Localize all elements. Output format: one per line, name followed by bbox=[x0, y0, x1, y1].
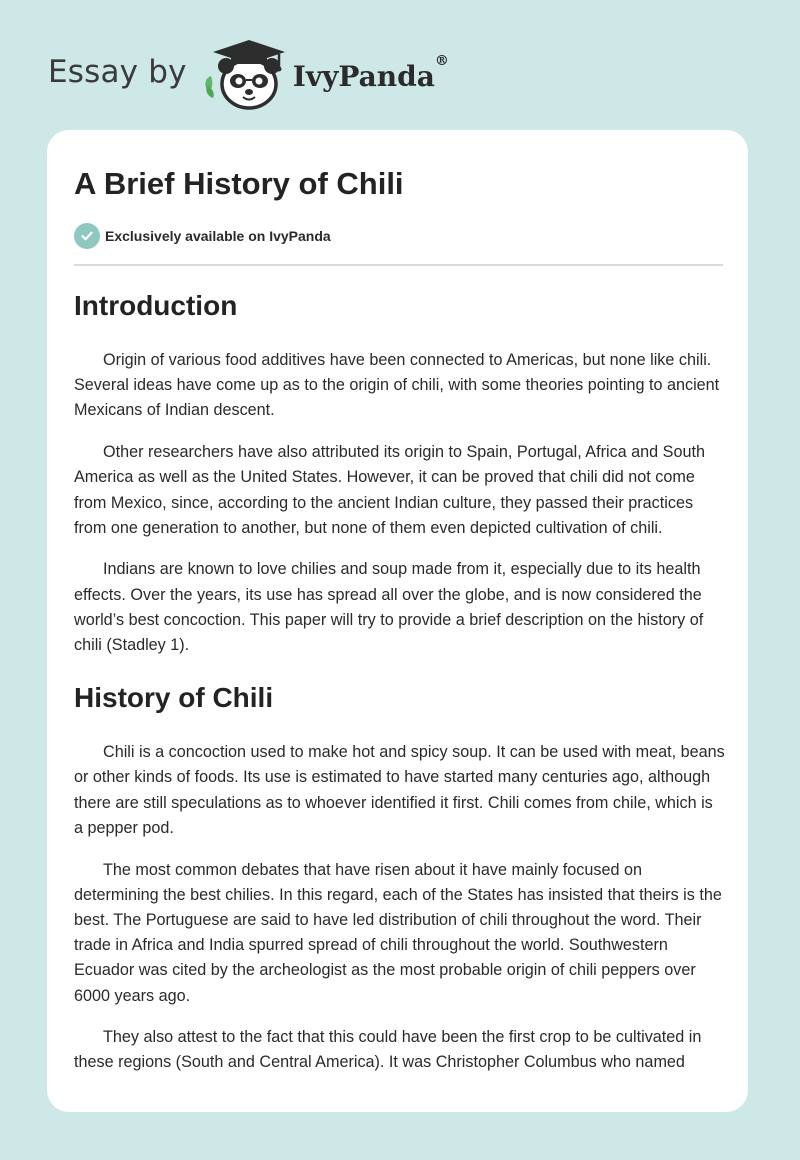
paragraph: Origin of various food additives have been connected to Americas, but none like chili. Several ideas have come up as to the origin of chili, with some theories pointing to ancient Mexicans of Indian descent. bbox=[74, 351, 720, 420]
paragraph: Chili is a concoction used to make hot and spicy soup. It can be used with meat, beans or other kinds of foods. Its use is estimated to have started many centuries ago, although there are still speculations as to whoever identified it first. Chili comes from chile, which is a pepper pod. bbox=[74, 743, 725, 837]
page-title: A Brief History of Chili bbox=[74, 166, 404, 201]
section-heading: Introduction bbox=[74, 290, 238, 321]
section-history bbox=[74, 680, 725, 1075]
section-heading: History of Chili bbox=[74, 682, 274, 714]
paragraph: The most common debates that have risen about it have mainly focused on determining the best chilies. In this regard, each of the States has insisted that theirs is the best. The Portuguese are said to have led distribution of chili throughout the word. Their trade in Africa and India spurred spread of chili throughout the world. Southwestern Ecuador was cited by the archeologist as the most probable origin of chili peppers over 6000 years ago. bbox=[74, 860, 722, 1005]
section-introduction bbox=[74, 288, 722, 658]
panda-graduate-icon[interactable] bbox=[199, 34, 291, 110]
exclusive-badge bbox=[74, 222, 722, 250]
site-header bbox=[48, 34, 548, 110]
essay-card bbox=[47, 130, 748, 1112]
paragraph: Indians are known to love chilies and soup made from it, especially due to its health effects. Over the years, its use has spread all over the globe, and is now considered the world’s best concoction. This paper will try to provide a brief description on the history of chili (Stadley 1). bbox=[74, 560, 704, 655]
divider bbox=[74, 264, 723, 266]
paragraph: Other researchers have also attributed its origin to Spain, Portugal, Africa and South America as well as the United States. However, it can be proved that chili did not come from Mexico, since, according to the ancient Indian culture, they passed their practices from one generation to another, but none of them even depicted cultivation of chili. bbox=[74, 443, 705, 537]
paragraph: They also attest to the fact that this could have been the first crop to be cultivated in these regions (South and Central America). It was Christopher Columbus who named bbox=[74, 1028, 702, 1072]
badge-text: Exclusively available on IvyPanda bbox=[105, 228, 331, 244]
brand-name[interactable]: IvyPanda® bbox=[292, 53, 449, 93]
essay-by-label: Essay by bbox=[48, 54, 187, 90]
check-icon bbox=[74, 223, 100, 249]
